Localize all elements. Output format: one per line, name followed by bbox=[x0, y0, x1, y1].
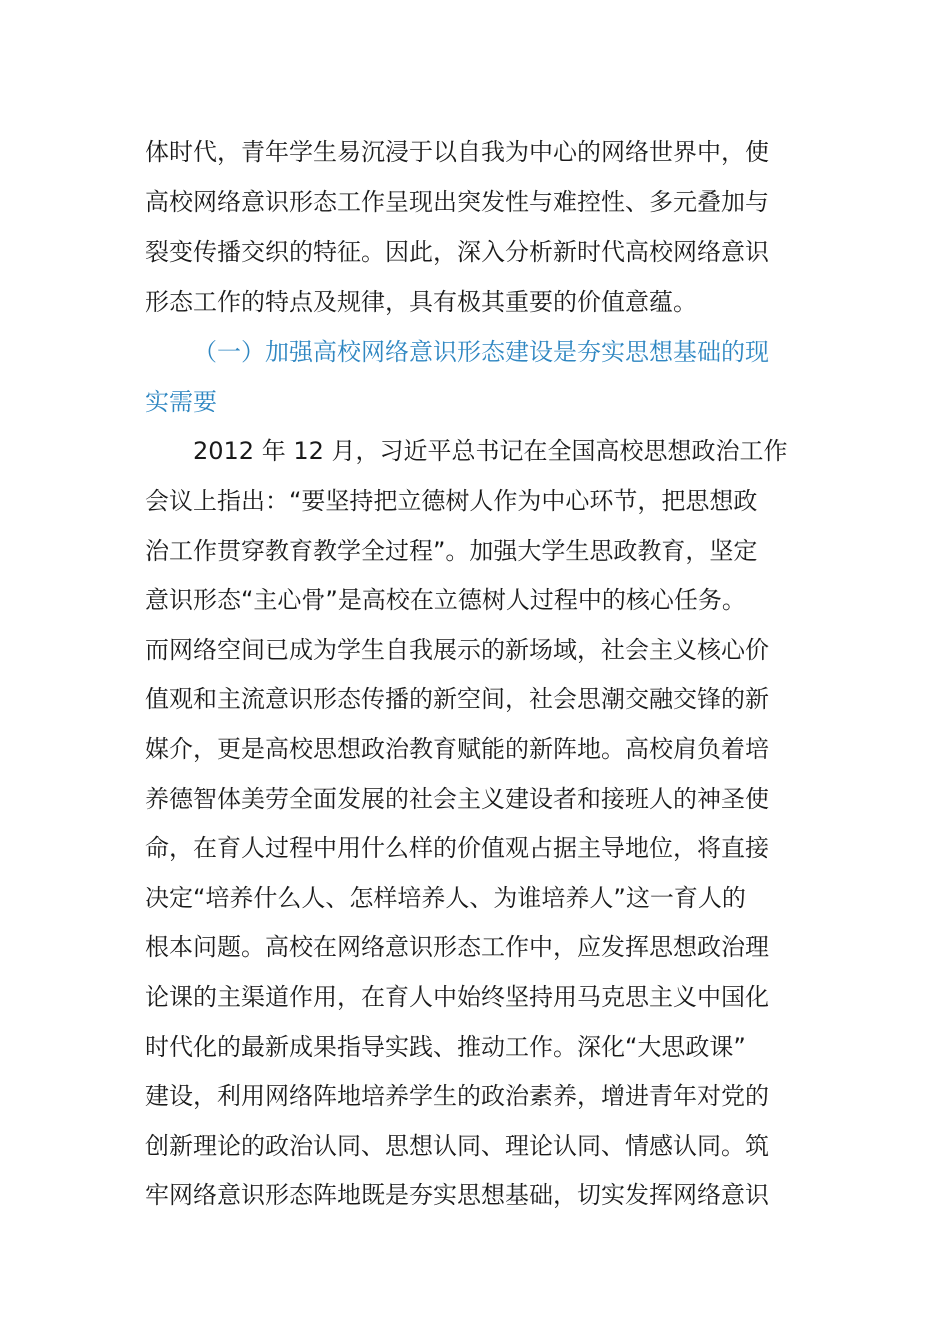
text-line: 而网络空间已成为学生自我展示的新场域，社会主义核心价 bbox=[145, 636, 769, 664]
text-line: 高校网络意识形态工作呈现出突发性与难控性、多元叠加与 bbox=[145, 188, 769, 216]
text-line: 根本问题。高校在网络意识形态工作中，应发挥思想政治理 bbox=[145, 933, 769, 961]
text-line: 体时代，青年学生易沉浸于以自我为中心的网络世界中，使 bbox=[145, 138, 769, 166]
text-line: 论课的主渠道作用，在育人中始终坚持用马克思主义中国化 bbox=[145, 983, 769, 1011]
text-line: 裂变传播交织的特征。因此，深入分析新时代高校网络意识 bbox=[145, 238, 769, 266]
text-line: 创新理论的政治认同、思想认同、理论认同、情感认同。筑 bbox=[145, 1132, 769, 1160]
text-line: 媒介，更是高校思想政治教育赋能的新阵地。高校肩负着培 bbox=[145, 735, 769, 763]
text-line: 形态工作的特点及规律，具有极其重要的价值意蕴。 bbox=[145, 288, 697, 316]
text-line: 治工作贯穿教育教学全过程”。加强大学生思政教育，坚定 bbox=[145, 537, 758, 565]
text-line: 建设，利用网络阵地培养学生的政治素养，增进青年对党的 bbox=[145, 1082, 769, 1110]
text-line: 牢网络意识形态阵地既是夯实思想基础，切实发挥网络意识 bbox=[145, 1181, 769, 1209]
section-heading: 实需要 bbox=[145, 388, 217, 416]
text-line: 值观和主流意识形态传播的新空间，社会思潮交融交锋的新 bbox=[145, 685, 769, 713]
text-line: 2012 年 12 月，习近平总书记在全国高校思想政治工作 bbox=[193, 437, 788, 465]
text-line: 意识形态“主心骨”是高校在立德树人过程中的核心任务。 bbox=[145, 586, 746, 614]
text-line: 会议上指出：“要坚持把立德树人作为中心环节，把思想政 bbox=[145, 487, 758, 515]
text-line: 命，在育人过程中用什么样的价值观占据主导地位，将直接 bbox=[145, 834, 769, 862]
text-line: 养德智体美劳全面发展的社会主义建设者和接班人的神圣使 bbox=[145, 785, 769, 813]
text-line: 决定“培养什么人、怎样培养人、为谁培养人”这一育人的 bbox=[145, 884, 746, 912]
section-heading: （一）加强高校网络意识形态建设是夯实思想基础的现 bbox=[193, 338, 769, 366]
text-line: 时代化的最新成果指导实践、推动工作。深化“大思政课” bbox=[145, 1033, 746, 1061]
